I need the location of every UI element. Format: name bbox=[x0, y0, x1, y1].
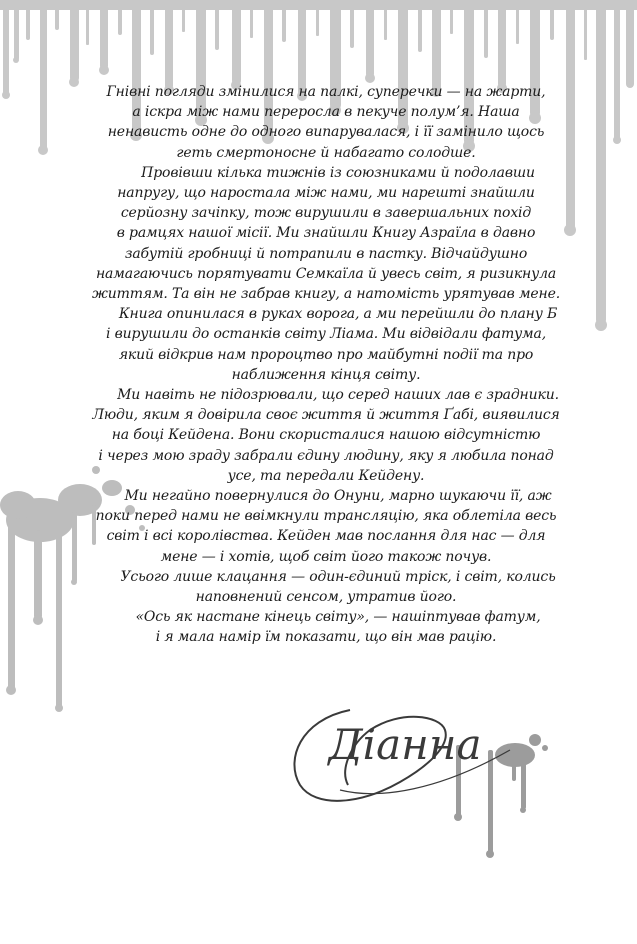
text-line: Усього лише клацання — один-єдиний тріск, і світ, колись bbox=[120, 568, 556, 585]
text-line: ненависть одне до одного випарувалася, і її замінило щось bbox=[107, 124, 545, 141]
text-line: і я мала намір їм показати, що він мав рацію. bbox=[155, 629, 497, 646]
text-line: Книга опинилася в руках ворога, а ми перейшли до плану Б bbox=[118, 306, 558, 323]
text-line: на боці Кейдена. Вони скористалися нашою відсутністю bbox=[111, 427, 541, 444]
text-line: Ми навіть не підозрювали, що серед наших лав є зрадники. bbox=[117, 387, 559, 404]
text-line: і через мою зраду забрали єдину людину, яку я любила понад bbox=[98, 447, 554, 464]
text-line: Провівши кілька тижнів із союзниками й подолавши bbox=[141, 164, 535, 181]
text-line: забутій гробниці й потрапили в пастку. Відчайдушно bbox=[124, 245, 528, 262]
text-line: Ми негайно повернулися до Онуни, марно шукаючи її, аж bbox=[124, 488, 552, 505]
author-signature bbox=[280, 690, 540, 840]
text-line: усе, та передали Кейдену. bbox=[227, 467, 425, 484]
text-line: серйозну зачіпку, тож вирушили в завершальних похід bbox=[120, 205, 532, 222]
text-line: в рамцях нашої місії. Ми знайшли Книгу Азраїла в давно bbox=[116, 225, 536, 242]
text-line: геть смертоносне й набагато солодше. bbox=[176, 144, 476, 161]
signature-name: Діанна bbox=[328, 720, 482, 769]
text-line: поки перед нами не ввімкнули трансляцію, яка облетіла весь bbox=[95, 508, 557, 525]
text-line: наповнений сенсом, утратив його. bbox=[195, 589, 457, 606]
text-line: напругу, що наростала між нами, ми нарешті знайшли bbox=[117, 185, 535, 202]
text-line: намагаючись порятувати Семкаїла й увесь світ, я ризикнула bbox=[95, 265, 557, 282]
text-line: наближення кінця світу. bbox=[231, 366, 421, 383]
text-line: «Ось як настане кінець світу», — нашіптував фатум, bbox=[135, 609, 541, 626]
text-line: а іскра між нами переросла в пекуче полум’я. Наша bbox=[132, 104, 520, 121]
text-line: і вирушили до останків світу Ліама. Ми відвідали фатума, bbox=[105, 326, 547, 343]
text-line: Гнівні погляди змінилися на палкі, суперечки — на жарти, bbox=[106, 84, 546, 100]
text-line: Люди, яким я довірила своє життя й життя Ґабі, виявилися bbox=[92, 407, 560, 424]
text-line: який відкрив нам пророцтво про майбутні події та про bbox=[118, 346, 534, 363]
text-line: мене — і хотів, щоб світ його також почув. bbox=[160, 548, 492, 565]
story-text bbox=[70, 82, 582, 648]
text-line: життям. Та він не забрав книгу, а натомість урятував мене. bbox=[91, 286, 561, 303]
text-line: світ і всі королівства. Кейден мав послання для нас — для bbox=[106, 528, 546, 545]
